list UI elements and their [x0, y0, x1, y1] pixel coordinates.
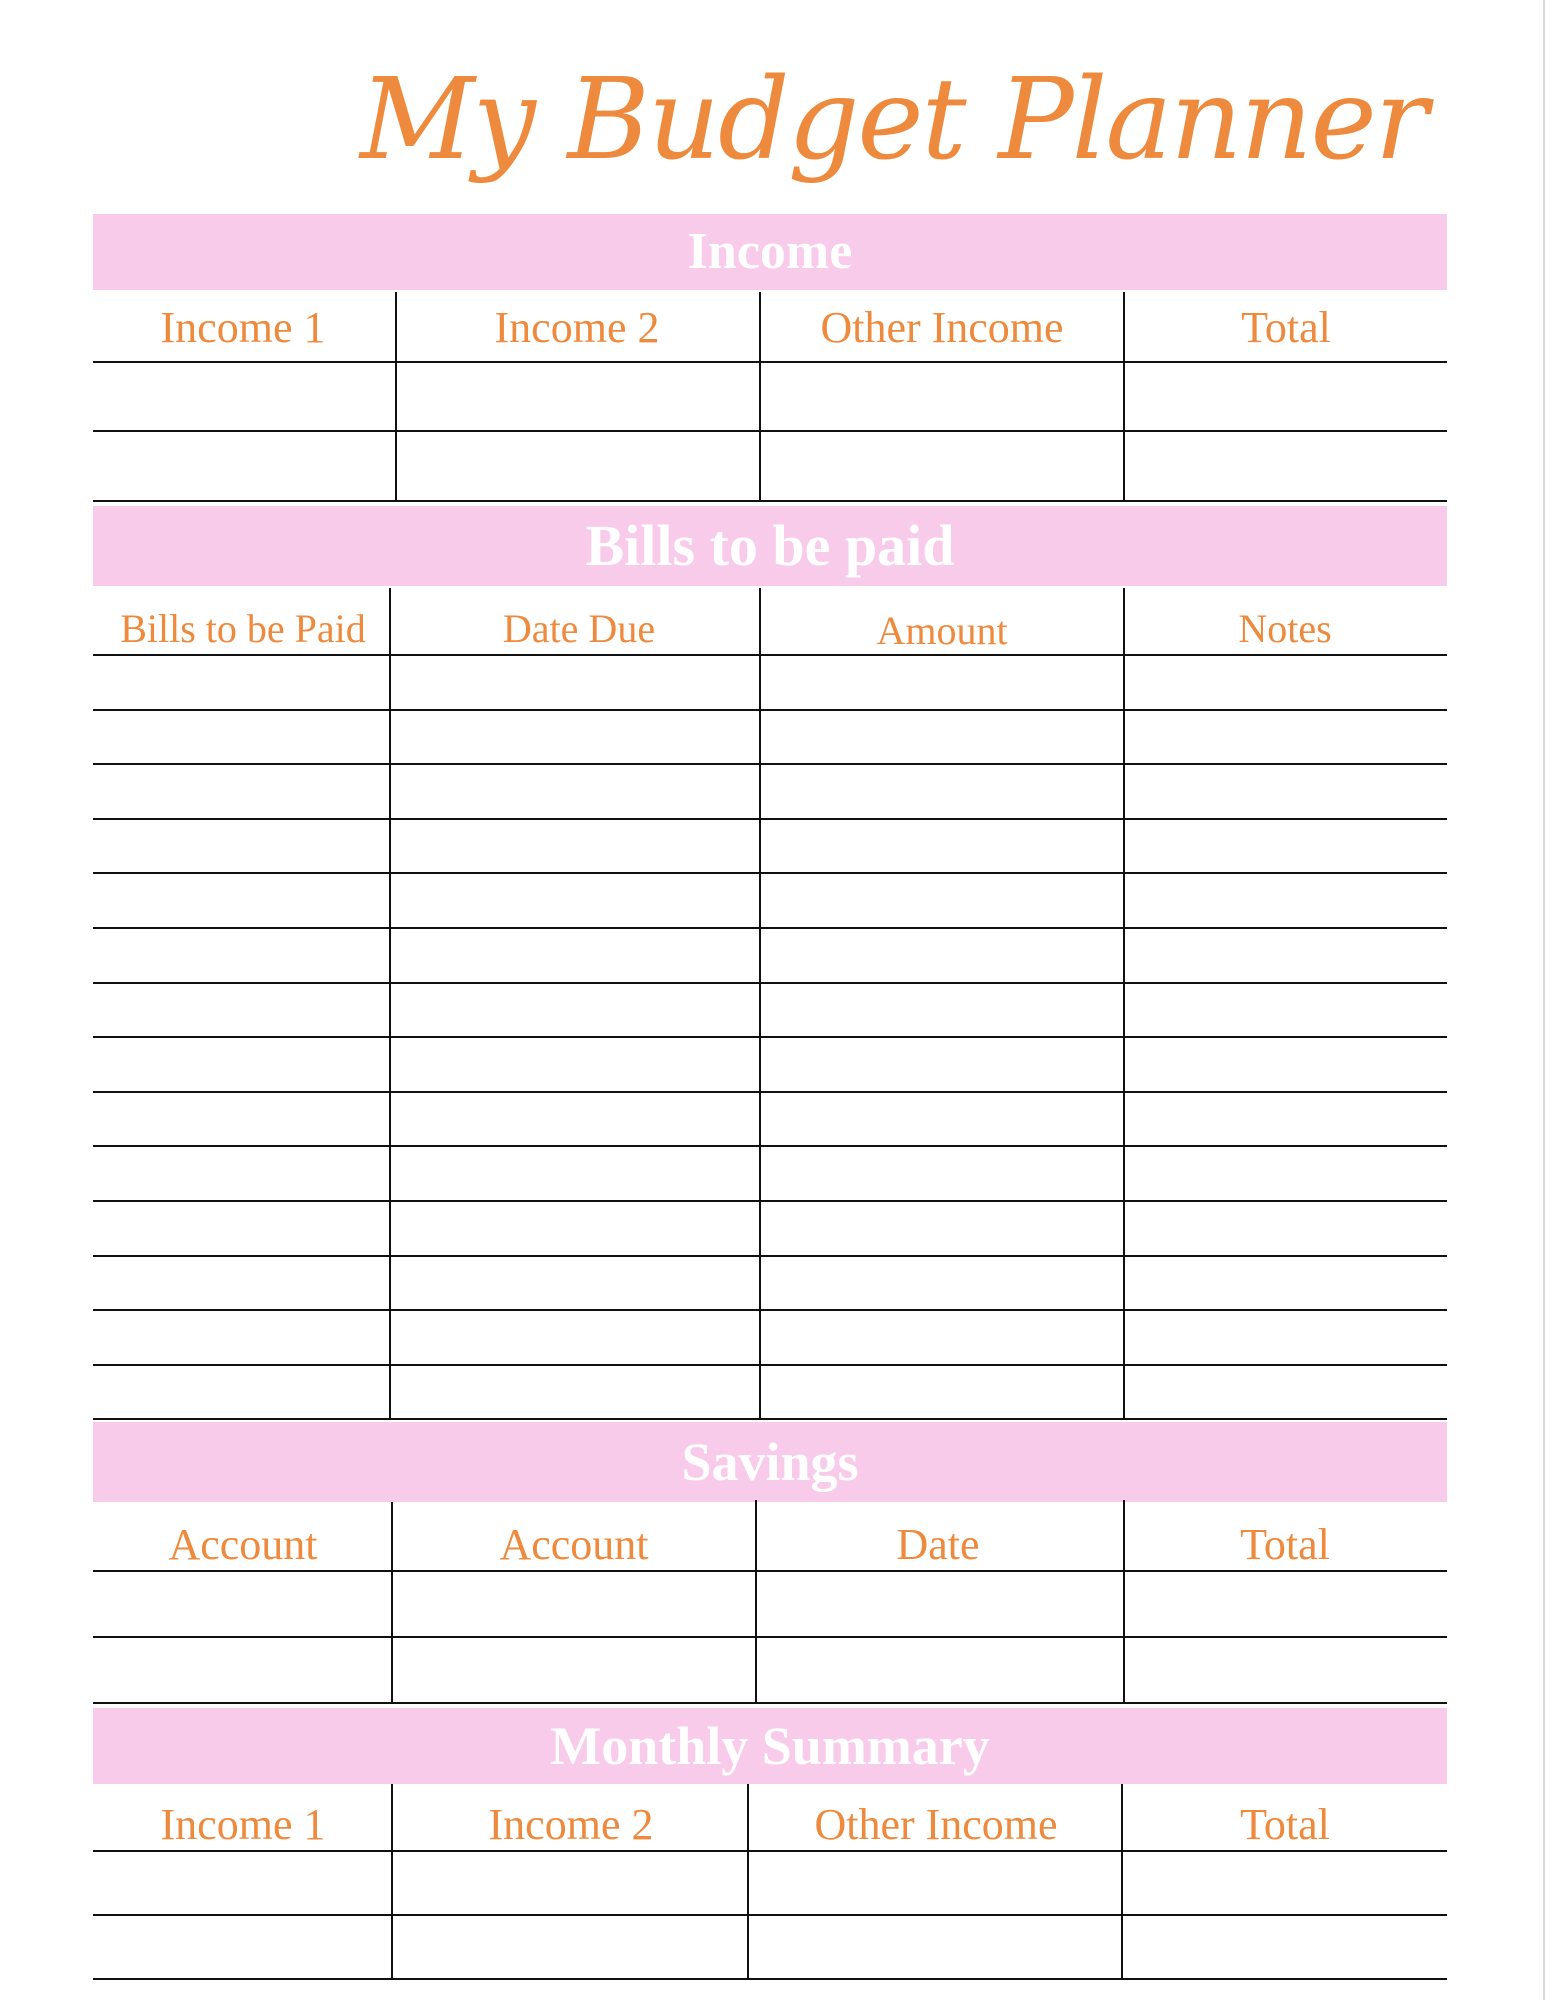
table-row-rule	[93, 927, 1447, 929]
column-header: Date Due	[502, 606, 656, 651]
column-rule	[1123, 1500, 1125, 1704]
column-header: Amount	[876, 608, 1008, 653]
table-row-rule	[93, 1364, 1447, 1366]
column-header: Date	[896, 1520, 980, 1569]
section-heading: Bills to be paid	[93, 506, 1447, 586]
section-heading: Monthly Summary	[93, 1708, 1447, 1784]
bills-section	[93, 506, 1447, 1420]
table-row-rule	[93, 1914, 1447, 1916]
page-title: My Budget Planner	[360, 55, 1427, 185]
column-rule	[391, 1784, 393, 1980]
column-header: Income 1	[160, 1800, 326, 1849]
table-row-rule	[93, 982, 1447, 984]
column-header: Total	[1240, 1800, 1330, 1849]
table-row-rule	[93, 1309, 1447, 1311]
column-header: Account	[168, 1520, 318, 1569]
column-rule	[1121, 1784, 1123, 1980]
section-heading: Savings	[93, 1422, 1447, 1502]
column-rule	[747, 1784, 749, 1980]
savings-section	[93, 1422, 1447, 1706]
section-heading: Income	[93, 214, 1447, 290]
column-header: Income 2	[494, 303, 660, 352]
column-rule	[389, 588, 391, 1420]
column-rule	[759, 588, 761, 1420]
column-rule	[1123, 588, 1125, 1420]
monthly-summary-section	[93, 1708, 1447, 1984]
column-header: Income 2	[488, 1800, 654, 1849]
table-row-rule	[93, 1145, 1447, 1147]
column-header: Total	[1241, 303, 1331, 352]
table-row-rule	[93, 654, 1447, 656]
table-row-rule	[93, 1978, 1447, 1980]
table-row-rule	[93, 1200, 1447, 1202]
table-row-rule	[93, 1850, 1447, 1852]
table-row-rule	[93, 1418, 1447, 1420]
column-header: Bills to be Paid	[120, 606, 366, 651]
column-rule	[755, 1500, 757, 1704]
column-rule	[395, 292, 397, 502]
column-header: Income 1	[160, 303, 326, 352]
table-row-rule	[93, 763, 1447, 765]
table-row-rule	[93, 361, 1447, 363]
table-row-rule	[93, 430, 1447, 432]
column-header: Total	[1240, 1520, 1330, 1569]
column-header: Other Income	[820, 303, 1064, 352]
table-row-rule	[93, 1036, 1447, 1038]
table-row-rule	[93, 709, 1447, 711]
column-header: Notes	[1238, 606, 1332, 651]
table-row-rule	[93, 1570, 1447, 1572]
column-header: Account	[499, 1520, 649, 1569]
page-edge	[1543, 0, 1545, 2000]
column-rule	[391, 1502, 393, 1704]
table-row-rule	[93, 1636, 1447, 1638]
column-header: Other Income	[814, 1800, 1058, 1849]
table-row-rule	[93, 500, 1447, 502]
table-row-rule	[93, 1091, 1447, 1093]
column-rule	[759, 292, 761, 502]
table-row-rule	[93, 818, 1447, 820]
column-rule	[1123, 292, 1125, 502]
income-section	[93, 214, 1447, 504]
table-row-rule	[93, 872, 1447, 874]
table-row-rule	[93, 1702, 1447, 1704]
table-row-rule	[93, 1255, 1447, 1257]
